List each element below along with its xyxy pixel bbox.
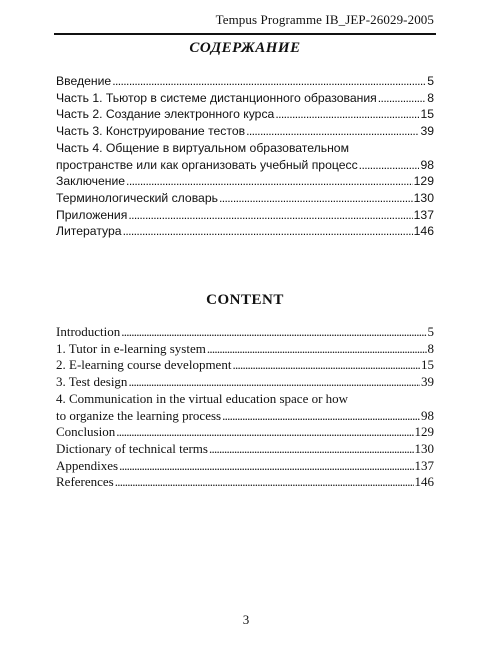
toc-entry-page: 8 (427, 340, 434, 356)
toc-entry-title: Часть 2. Создание электронного курса (56, 107, 275, 122)
toc-entry (56, 223, 434, 240)
toc-entry-page: 98 (420, 157, 434, 172)
toc-entry-page: 129 (413, 174, 434, 189)
toc-entry-first-line: 4. Communication in the virtual education space or how (56, 390, 349, 406)
toc-entry (56, 106, 434, 123)
toc-entry-page: 137 (413, 207, 434, 222)
header-rule (54, 33, 436, 35)
toc-entry-page: 8 (427, 90, 434, 105)
dot-leader (209, 441, 414, 458)
toc-entry-title: Часть 3. Конструирование тестов (56, 124, 246, 139)
toc-entry (56, 324, 434, 341)
toc-entry-title: to organize the learning process (56, 407, 222, 423)
dot-leader (123, 223, 413, 240)
toc-entry-page: 146 (414, 474, 434, 490)
toc-entry-title: 3. Test design (56, 374, 128, 390)
dot-leader (126, 173, 413, 190)
toc-entry-page: 129 (414, 424, 434, 440)
toc-entry (56, 458, 434, 475)
dot-leader (222, 408, 420, 425)
dot-leader (275, 106, 419, 123)
toc-entry-page: 130 (413, 190, 434, 205)
toc-entry (56, 374, 434, 391)
toc-list-russian (56, 73, 434, 240)
toc-entry-title: Introduction (56, 324, 121, 339)
toc-entry-title: 1. Tutor in e-learning system (56, 340, 206, 356)
toc-entry-page: 15 (421, 357, 434, 373)
toc-entry (56, 357, 434, 374)
toc-title-russian: СОДЕРЖАНИЕ (189, 40, 301, 56)
toc-entry (56, 90, 434, 107)
toc-entry (56, 73, 434, 90)
toc-entry-page: 39 (421, 374, 434, 390)
dot-leader (116, 424, 413, 441)
dot-leader (128, 374, 420, 391)
dot-leader (246, 123, 419, 140)
dot-leader (219, 190, 413, 207)
toc-entry-title: References (56, 474, 114, 490)
toc-entry-title: Dictionary of technical terms (56, 440, 208, 456)
toc-entry (56, 424, 434, 441)
dot-leader (115, 474, 414, 491)
toc-entry (56, 341, 434, 358)
toc-entry (56, 173, 434, 190)
dot-leader (128, 207, 412, 224)
toc-entry-title: 2. E-learning course development (56, 357, 232, 373)
toc-entry-page: 98 (421, 407, 434, 423)
toc-list-english (56, 324, 434, 491)
running-header: Tempus Programme IB_JEP-26029-2005 (215, 12, 434, 27)
dot-leader (378, 90, 426, 107)
toc-entry-first-line: Часть 4. Общение в виртуальном образовательном (56, 140, 349, 155)
toc-entry-title: Терминологический словарь (56, 190, 218, 205)
dot-leader (359, 157, 420, 174)
toc-entry-title: Conclusion (56, 424, 116, 440)
toc-entry (56, 207, 434, 224)
toc-entry-page: 5 (427, 324, 434, 339)
toc-entry (56, 190, 434, 207)
toc-entry (56, 474, 434, 491)
toc-entry-title: Приложения (56, 207, 128, 222)
toc-entry (56, 441, 434, 458)
toc-entry-title: пространстве или как организовать учебный процесс (56, 157, 358, 172)
toc-entry-title: Appendixes (56, 457, 119, 473)
toc-entry-page: 39 (420, 124, 434, 139)
page-number: 3 (242, 612, 250, 627)
toc-entry-page: 5 (427, 74, 434, 88)
dot-leader (112, 73, 426, 90)
toc-entry-page: 15 (420, 107, 434, 122)
toc-entry-title: Литература (56, 224, 122, 239)
toc-entry-title: Заключение (56, 174, 126, 189)
toc-entry-title: Часть 1. Тьютор в системе дистанционного образования (56, 90, 377, 105)
toc-title-english: CONTENT (206, 292, 284, 308)
toc-entry-title: Введение (56, 74, 112, 88)
dot-leader (207, 341, 427, 358)
toc-entry-page: 146 (413, 224, 434, 239)
dot-leader (232, 357, 420, 374)
toc-entry-page: 130 (414, 440, 434, 456)
dot-leader (121, 324, 426, 341)
toc-entry (56, 157, 434, 174)
toc-entry (56, 408, 434, 425)
toc-entry-page: 137 (414, 457, 434, 473)
toc-entry (56, 123, 434, 140)
dot-leader (119, 458, 413, 475)
